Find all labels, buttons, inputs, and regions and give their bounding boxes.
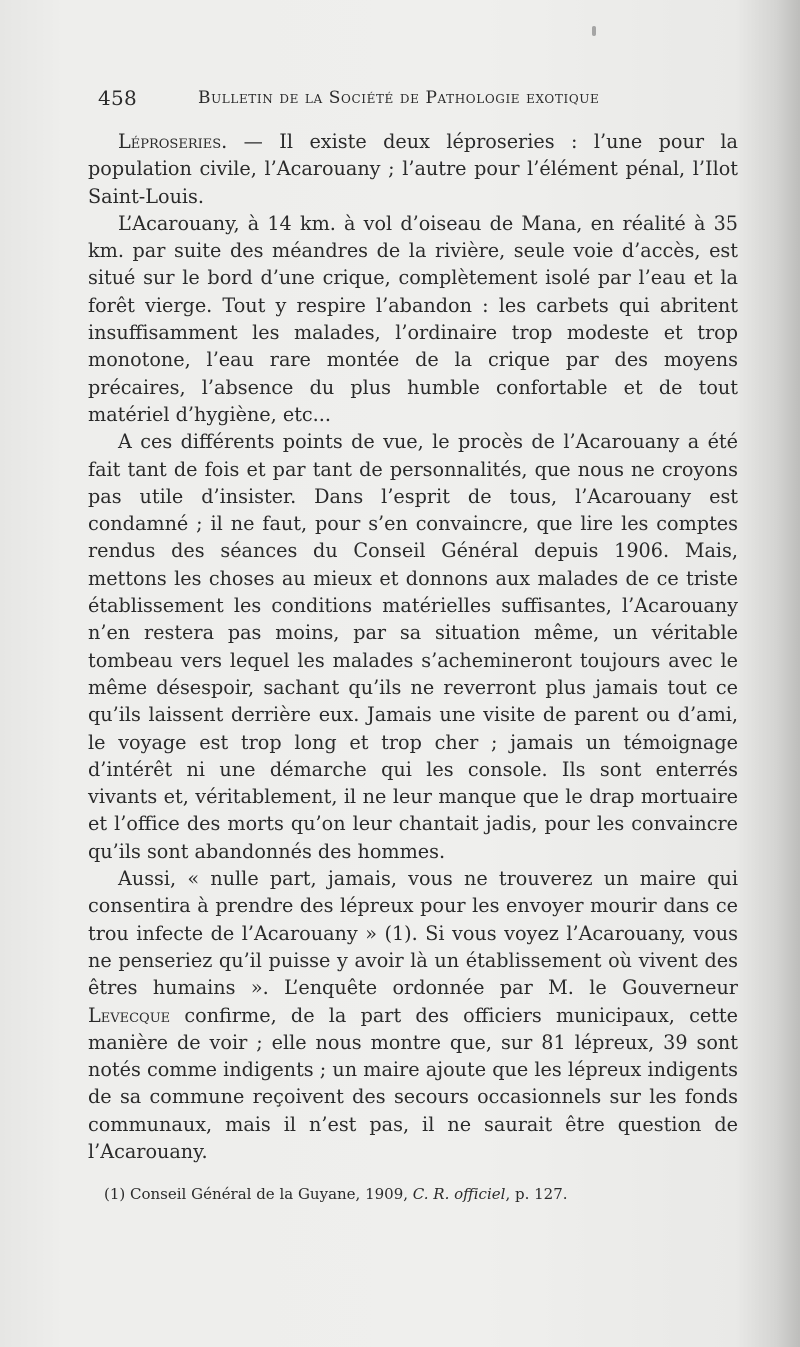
ink-mark <box>592 26 596 36</box>
governor-name: Levecque <box>88 1003 171 1027</box>
page-header <box>98 86 738 116</box>
paragraph-text: confirme, de la part des officiers municipaux, cette manière de voir ; elle nous montre que, sur 81 lépreux, 39 sont notés comme indigents ; un maire ajoute que les lépreux indigents de sa commune reçoivent des secours occasionnels sur les fonds communaux, mais il n’est pas, il ne saurait être question de l’Acarouany. <box>88 1003 738 1163</box>
paragraph-text: Aussi, « nulle part, jamais, vous ne trouverez un maire qui consentira à prendre des lépreux pour les envoyer mourir dans ce trou infecte de l’Acarouany » (1). Si vous voyez l’Acarouany, vous ne penseriez qu’il puisse y avoir là un établissement où vivent des êtres humains ». L’enquête ordonnée par M. le Gouverneur <box>88 867 738 1000</box>
paragraph-proces <box>88 428 738 865</box>
section-lead: Léproseries. <box>118 130 228 153</box>
paragraph-text: A ces différents points de vue, le procès de l’Acarouany a été fait tant de fois et par tant de personnalités, que nous ne croyons pas utile d’insister. Dans l’esprit de tous, l’Acarouany est condamné ; il ne faut, pour s’en convaincre, que lire les comptes rendus des séances du Conseil Général depuis 1906. Mais, mettons les choses au mieux et donnons aux malades de ce triste établissement les conditions matérielles suffisantes, l’Acarouany n’en restera pas moins, par sa situation même, un véritable tombeau vers lequel les malades s’achemineront toujours avec le même désespoir, sachant qu’ils ne reverront plus jamais tout ce qu’ils laissent derrière eux. Jamais une visite de parent ou d’ami, le voyage est trop long et trop cher ; jamais un témoignage d’intérêt ni une démarche qui les console. Ils sont enterrés vivants et, véritablement, il ne leur manque que le drap mortuaire et l’office des morts qu’on leur chantait jadis, pour les convaincre qu’ils sont abandonnés des hommes. <box>88 430 738 863</box>
paragraph-text: — Il existe deux léproseries : l’une pour la population civile, l’Acarouany ; l’autre pour l’élément pénal, l’Ilot Saint-Louis. <box>88 130 738 208</box>
paragraph-text: L’Acarouany, à 14 km. à vol d’oiseau de Mana, en réalité à 35 km. par suite des méandres de la rivière, seule voie d’accès, est situé sur le bord d’une crique, complètement isolé par l’eau et la forêt vierge. Tout y respire l’abandon : les carbets qui abritent insuffisamment les malades, l’ordinaire trop modeste et trop monotone, l’eau rare montée de la crique par des moyens précaires, l’absence du plus humble confortable et de tout matériel d’hygiène, etc... <box>88 211 738 426</box>
footnote <box>104 1184 724 1204</box>
paragraph-acarouany <box>88 210 738 428</box>
body-text <box>88 128 738 1165</box>
footnote-text: (1) Conseil Général de la Guyane, 1909, <box>104 1185 413 1203</box>
paragraph-aussi <box>88 865 738 1165</box>
footnote-italic: C. R. officiel <box>412 1185 506 1203</box>
page-number: 458 <box>98 86 138 110</box>
paragraph-leproseries <box>88 128 738 210</box>
running-title: Bulletin de la Société de Pathologie exotique <box>198 88 600 108</box>
footnote-text: , p. 127. <box>505 1185 568 1203</box>
